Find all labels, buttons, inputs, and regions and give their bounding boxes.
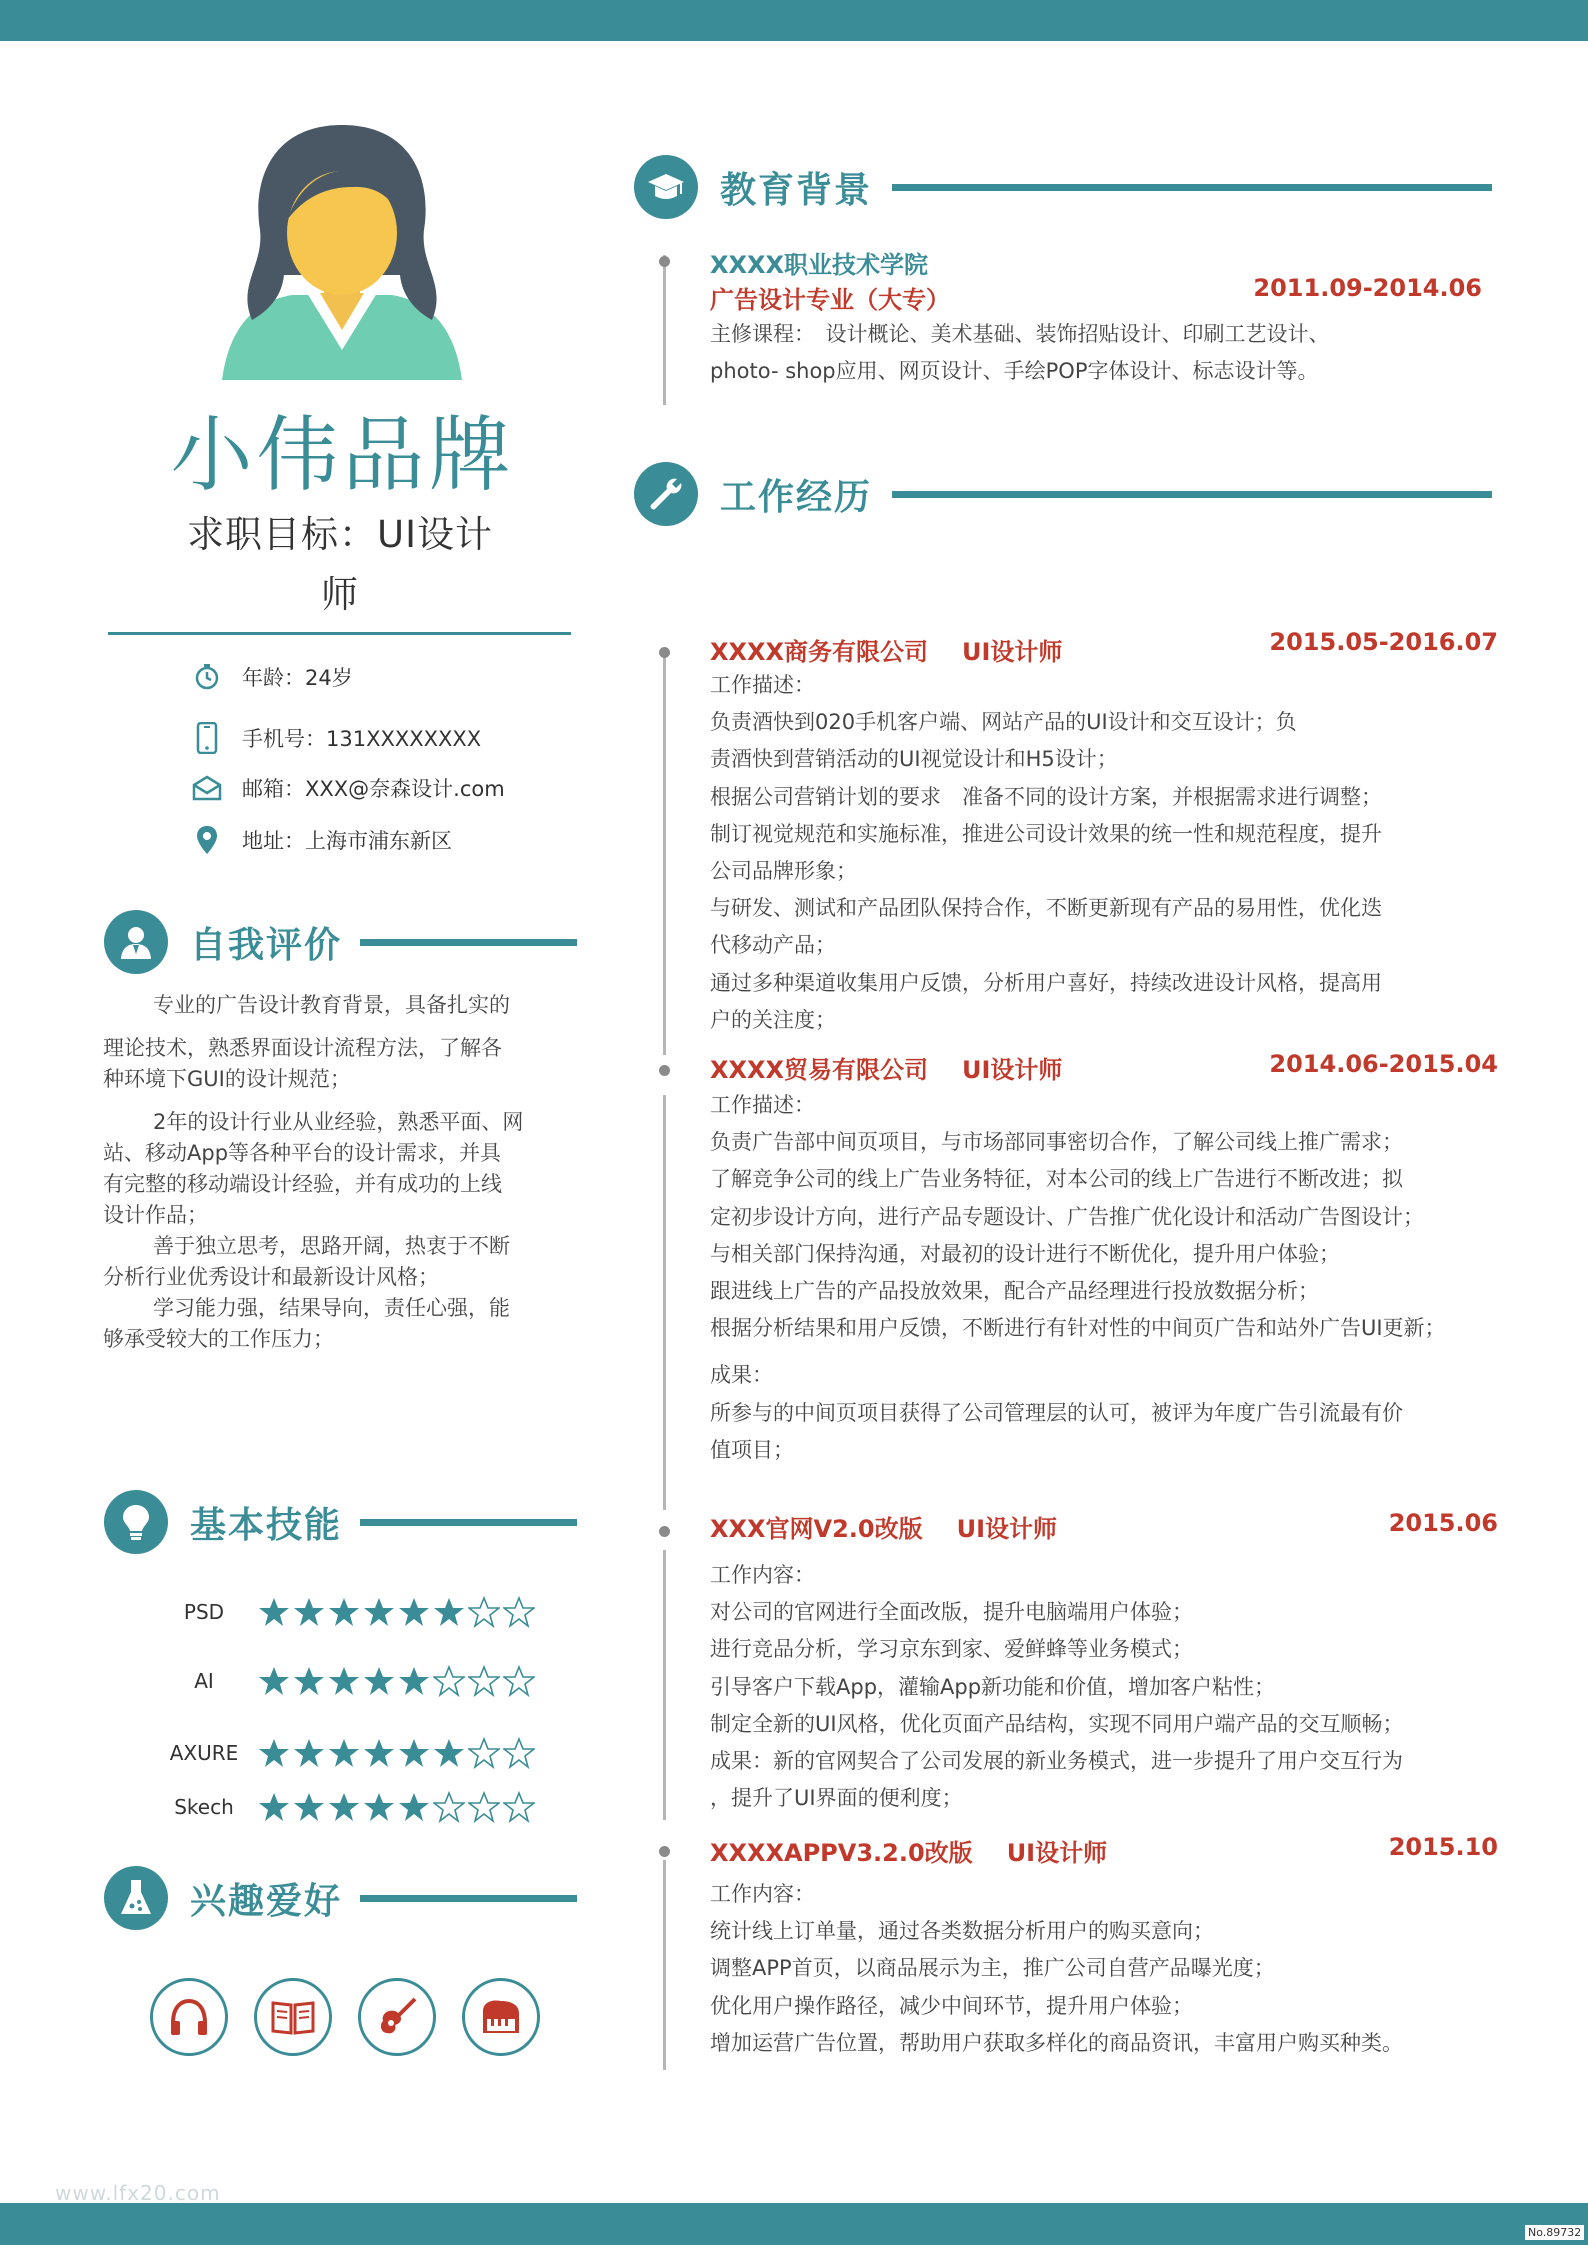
empty-star-icon — [503, 1791, 535, 1823]
self-line: 站、移动App等各种平台的设计需求，并具 — [103, 1141, 502, 1165]
document-number: No.89732 — [1525, 2225, 1584, 2240]
section-title: 基本技能 — [190, 1504, 343, 1546]
job-line: 工作描述： — [710, 673, 815, 697]
job-line: 责酒快到营销活动的UI视觉设计和H5设计； — [710, 747, 1118, 772]
job-description — [710, 1557, 1404, 1817]
job-line: 负责酒快到020手机客户端、网站产品的UI设计和交互设计；负 — [710, 710, 1297, 735]
section-rule — [892, 491, 1492, 498]
job-line: ，提升了UI界面的便利度； — [710, 1786, 963, 1811]
filled-star-icon — [258, 1665, 290, 1697]
course-line: photo- shop应用、网页设计、手绘POP字体设计、标志设计等。 — [710, 359, 1319, 384]
self-line: 有完整的移动端设计经验，并有成功的上线 — [103, 1172, 502, 1196]
flask-icon — [104, 1866, 168, 1930]
job-line: 工作描述： — [710, 1093, 815, 1117]
skill-rating — [258, 1791, 538, 1823]
skill-name: AI — [194, 1669, 214, 1693]
section-skills — [104, 1490, 577, 1554]
job-date: 2015.06 — [1388, 1509, 1498, 1537]
job-objective — [170, 505, 510, 625]
self-line: 善于独立思考，思路开阔，热衷于不断 — [153, 1234, 510, 1258]
section-title: 自我评价 — [190, 924, 343, 966]
job-line: 负责广告部中间页项目，与市场部同事密切合作，了解公司线上推广需求； — [710, 1130, 1403, 1155]
job-line: 了解竞争公司的线上广告业务特征，对本公司的线上广告进行不断改进；拟 — [710, 1167, 1403, 1192]
job-description — [710, 667, 1382, 1039]
section-work — [634, 462, 1492, 526]
work-timeline — [663, 655, 666, 1055]
job-line: 制订视觉规范和实施标准，推进公司设计效果的统一性和规范程度，提升 — [710, 821, 1382, 846]
skill-row — [150, 1791, 538, 1823]
self-line: 种环境下GUI的设计规范； — [103, 1067, 351, 1091]
job-date: 2015.05-2016.07 — [1269, 628, 1498, 656]
objective-line-2: 师 — [321, 573, 359, 616]
filled-star-icon — [258, 1596, 290, 1628]
watermark: www.lfx20.com — [55, 2181, 221, 2205]
empty-star-icon — [468, 1791, 500, 1823]
job-line: 优化用户操作路径，减少中间环节，提升用户体验； — [710, 1993, 1193, 2018]
phone-icon — [190, 721, 224, 755]
filled-star-icon — [328, 1791, 360, 1823]
education-date: 2011.09-2014.06 — [1253, 274, 1482, 302]
contact-phone — [190, 718, 481, 758]
contact-text: 地址：上海市浦东新区 — [242, 829, 452, 853]
job-description — [710, 1087, 1446, 1469]
job-line: 工作内容： — [710, 1882, 815, 1906]
graduation-cap-icon — [634, 155, 698, 219]
contact-text: 手机号：131XXXXXXXX — [242, 727, 482, 751]
candidate-name: 小伟品牌 — [170, 408, 515, 503]
empty-star-icon — [433, 1791, 465, 1823]
wrench-icon — [634, 462, 698, 526]
job-line: 值项目； — [710, 1437, 794, 1462]
empty-star-icon — [468, 1737, 500, 1769]
location-icon — [190, 823, 224, 857]
job-line: 定初步设计方向，进行产品专题设计、广告推广优化设计和活动广告图设计； — [710, 1204, 1424, 1229]
filled-star-icon — [293, 1737, 325, 1769]
empty-star-icon — [503, 1596, 535, 1628]
section-title: 教育背景 — [720, 169, 873, 211]
skill-rating — [258, 1665, 538, 1697]
self-line: 2年的设计行业从业经验，熟悉平面、网 — [153, 1110, 524, 1134]
filled-star-icon — [363, 1596, 395, 1628]
job-line: 成果：新的官网契合了公司发展的新业务模式，进一步提升了用户交互行为 — [710, 1749, 1403, 1774]
section-title: 工作经历 — [720, 476, 873, 518]
filled-star-icon — [258, 1737, 290, 1769]
work-timeline — [663, 1095, 666, 1510]
job-line: 调整APP首页，以商品展示为主，推广公司自营产品曝光度； — [710, 1956, 1275, 1981]
section-education — [634, 155, 1492, 219]
filled-star-icon — [433, 1737, 465, 1769]
section-rule — [892, 184, 1492, 191]
job-company — [710, 632, 1062, 667]
guitar-icon — [358, 1978, 436, 2056]
headphones-icon — [150, 1978, 228, 2056]
section-title: 兴趣爱好 — [190, 1880, 343, 1922]
job-line: 工作内容： — [710, 1563, 815, 1587]
job-company — [710, 1833, 1107, 1868]
section-rule — [360, 939, 577, 946]
book-icon — [254, 1978, 332, 2056]
filled-star-icon — [398, 1737, 430, 1769]
work-timeline — [663, 1860, 666, 2070]
lightbulb-icon — [104, 1490, 168, 1554]
job-line: 代移动产品； — [710, 933, 836, 958]
left-divider — [108, 632, 571, 635]
empty-star-icon — [468, 1596, 500, 1628]
company-name: XXXX商务有限公司 — [710, 638, 929, 666]
self-line: 分析行业优秀设计和最新设计风格； — [103, 1265, 439, 1289]
job-line: 统计线上订单量，通过各类数据分析用户的购买意向； — [710, 1919, 1214, 1944]
mail-icon — [190, 771, 224, 805]
filled-star-icon — [398, 1791, 430, 1823]
filled-star-icon — [433, 1596, 465, 1628]
empty-star-icon — [433, 1665, 465, 1697]
contact-age — [190, 657, 353, 697]
self-eval-text — [103, 990, 573, 1355]
timeline-dot — [659, 1846, 670, 1857]
job-line: 通过多种渠道收集用户反馈，分析用户喜好，持续改进设计风格，提高用 — [710, 970, 1382, 995]
timeline-dot — [659, 1065, 670, 1076]
education-major: 广告设计专业（大专） — [710, 286, 950, 314]
job-line: 公司品牌形象； — [710, 859, 857, 884]
course-line: 主修课程： 设计概论、美术基础、装饰招贴设计、印刷工艺设计、 — [710, 322, 1330, 346]
self-line: 设计作品； — [103, 1203, 208, 1227]
filled-star-icon — [293, 1665, 325, 1697]
job-line: 制定全新的UI风格，优化页面产品结构，实现不同用户端产品的交互顺畅； — [710, 1711, 1404, 1736]
job-line: 户的关注度； — [710, 1007, 836, 1032]
filled-star-icon — [293, 1596, 325, 1628]
skill-rating — [258, 1737, 538, 1769]
company-name: XXXX贸易有限公司 — [710, 1056, 929, 1084]
top-bar — [0, 0, 1588, 41]
education-courses — [710, 316, 1330, 390]
job-line: 所参与的中间页项目获得了公司管理层的认可，被评为年度广告引流最有价 — [710, 1400, 1403, 1425]
job-role: UI设计师 — [962, 638, 1063, 666]
filled-star-icon — [328, 1596, 360, 1628]
bottom-bar — [0, 2203, 1588, 2245]
company-name: XXX官网V2.0改版 — [710, 1515, 923, 1543]
contact-email — [190, 768, 505, 808]
job-company — [710, 1509, 1057, 1544]
avatar — [212, 125, 472, 380]
job-description — [710, 1876, 1403, 2062]
job-line: 与研发、测试和产品团队保持合作，不断更新现有产品的易用性，优化迭 — [710, 896, 1382, 921]
skill-row — [150, 1737, 538, 1769]
self-line: 理论技术，熟悉界面设计流程方法，了解各 — [103, 1036, 502, 1060]
self-line: 学习能力强，结果导向，责任心强，能 — [153, 1296, 510, 1320]
job-line: 跟进线上广告的产品投放效果，配合产品经理进行投放数据分析； — [710, 1279, 1319, 1304]
skill-name: AXURE — [169, 1741, 239, 1765]
filled-star-icon — [293, 1791, 325, 1823]
contact-address — [190, 820, 452, 860]
filled-star-icon — [328, 1665, 360, 1697]
self-line: 够承受较大的工作压力； — [103, 1327, 334, 1351]
job-date: 2014.06-2015.04 — [1269, 1050, 1498, 1078]
empty-star-icon — [503, 1737, 535, 1769]
filled-star-icon — [398, 1596, 430, 1628]
job-line: 引导客户下载App，灌输App新功能和价值，增加客户粘性； — [710, 1674, 1276, 1699]
job-line: 增加运营广告位置，帮助用户获取多样化的商品资讯，丰富用户购买种类。 — [710, 2030, 1403, 2055]
timeline-dot — [659, 647, 670, 658]
job-company — [710, 1050, 1062, 1085]
work-timeline — [663, 1550, 666, 1820]
filled-star-icon — [328, 1737, 360, 1769]
timeline-dot — [659, 1526, 670, 1537]
empty-star-icon — [503, 1665, 535, 1697]
job-line: 根据公司营销计划的要求 准备不同的设计方案，并根据需求进行调整； — [710, 784, 1382, 809]
contact-text: 年龄：24岁 — [242, 666, 353, 690]
clock-icon — [190, 660, 224, 694]
job-line: 成果： — [710, 1363, 773, 1388]
filled-star-icon — [363, 1791, 395, 1823]
section-rule — [360, 1519, 577, 1526]
job-line: 与相关部门保持沟通，对最初的设计进行不断优化，提升用户体验； — [710, 1241, 1340, 1266]
job-line: 对公司的官网进行全面改版，提升电脑端用户体验； — [710, 1600, 1193, 1625]
person-icon — [104, 910, 168, 974]
skill-rating — [258, 1596, 538, 1628]
job-line: 根据分析结果和用户反馈，不断进行有针对性的中间页广告和站外广告UI更新； — [710, 1316, 1446, 1341]
section-hobbies — [104, 1866, 577, 1930]
company-name: XXXXAPPV3.2.0改版 — [710, 1839, 973, 1867]
self-line: 专业的广告设计教育背景，具备扎实的 — [153, 993, 510, 1017]
skill-name: PSD — [183, 1600, 225, 1624]
empty-star-icon — [468, 1665, 500, 1697]
filled-star-icon — [363, 1665, 395, 1697]
education-timeline — [663, 255, 666, 405]
timeline-dot — [659, 256, 670, 267]
education-school: XXXX职业技术学院 — [710, 251, 929, 279]
skill-row — [150, 1596, 538, 1628]
piano-icon — [462, 1978, 540, 2056]
section-rule — [360, 1895, 577, 1902]
hobby-list — [150, 1978, 566, 2056]
filled-star-icon — [398, 1665, 430, 1697]
skill-row — [150, 1665, 538, 1697]
contact-text: 邮箱：XXX@奈森设计.com — [242, 777, 505, 801]
section-self-eval — [104, 910, 577, 974]
job-role: UI设计师 — [956, 1515, 1058, 1543]
job-role: UI设计师 — [962, 1056, 1063, 1084]
filled-star-icon — [258, 1791, 290, 1823]
job-date: 2015.10 — [1388, 1833, 1498, 1861]
job-role: UI设计师 — [1006, 1839, 1108, 1867]
objective-line-1: 求职目标：UI设计 — [187, 513, 493, 556]
job-line: 进行竞品分析，学习京东到家、爱鲜蜂等业务模式； — [710, 1637, 1193, 1662]
skill-name: Skech — [174, 1795, 234, 1819]
filled-star-icon — [363, 1737, 395, 1769]
